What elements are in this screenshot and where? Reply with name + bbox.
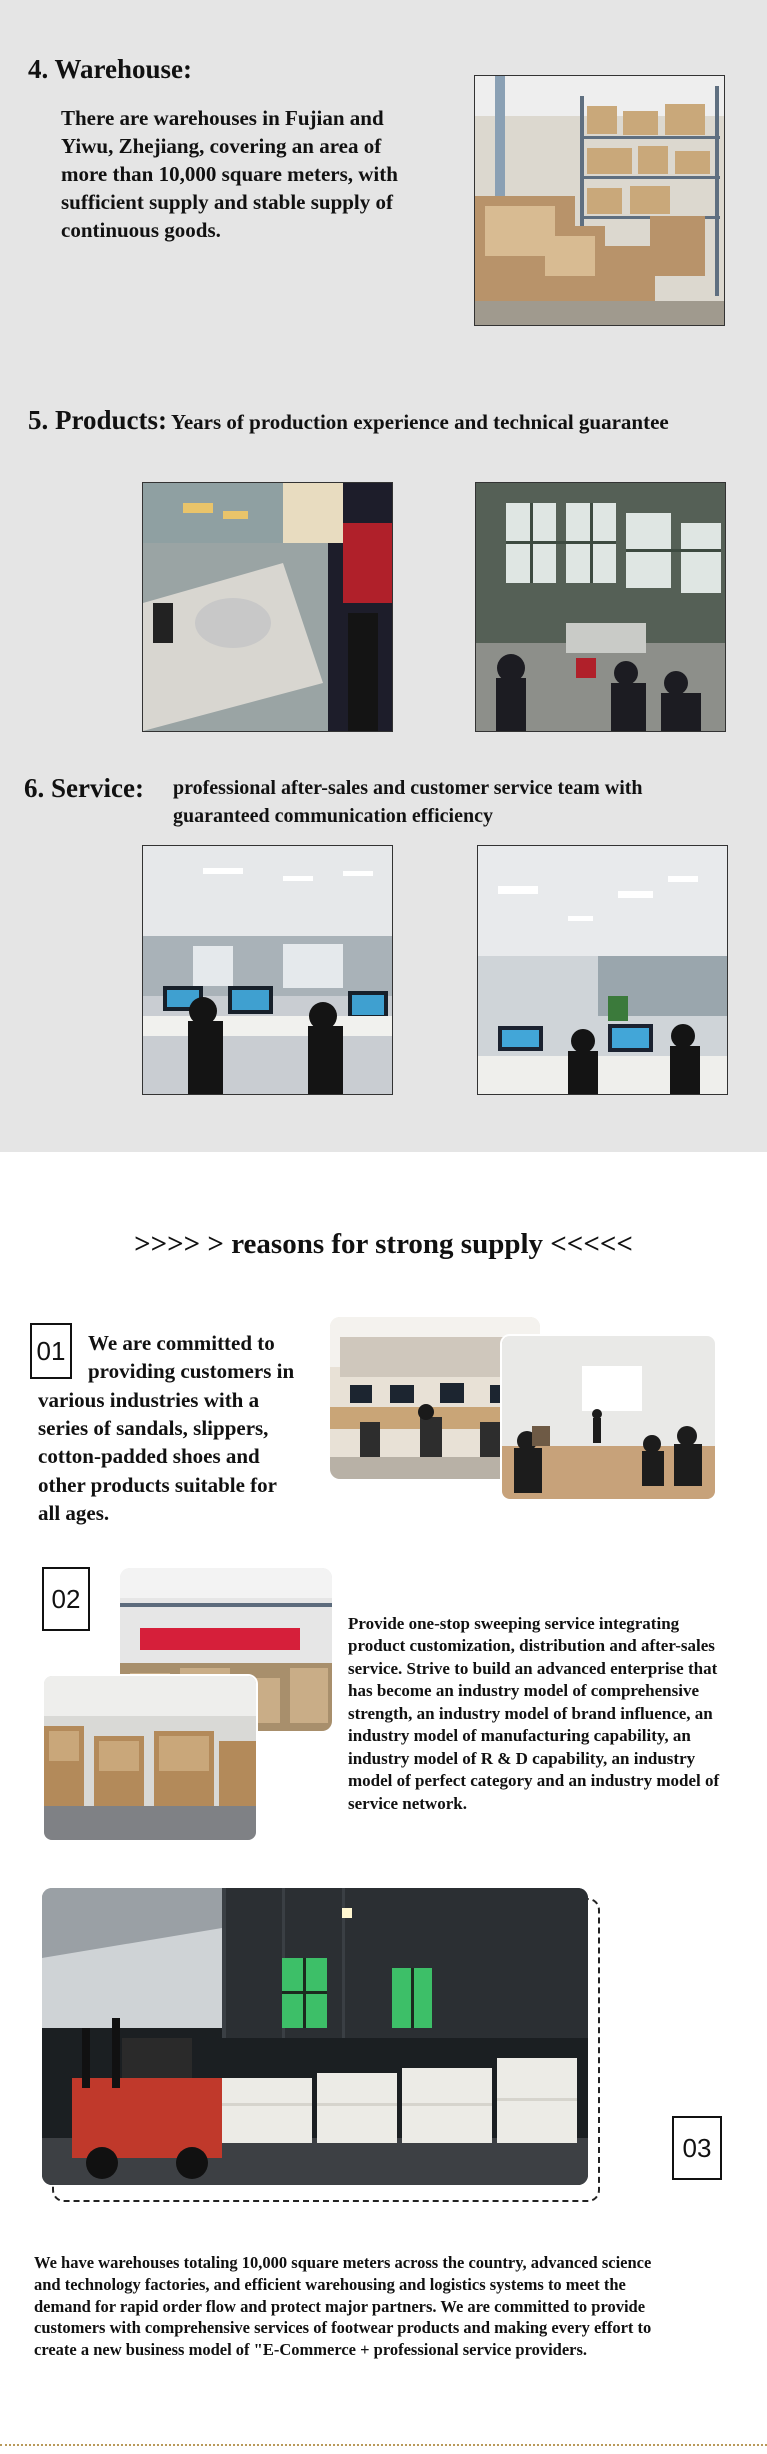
reason-01-photo-meeting <box>500 1334 717 1501</box>
products-subtitle: Years of production experience and technical guarantee <box>171 410 669 434</box>
warehouse-description: There are warehouses in Fujian and Yiwu, Zhejiang, covering an area of more than 10,000 square meters, with sufficient supply and stable supply of continuous goods. <box>61 106 398 242</box>
service-description: professional after-sales and customer service team with guaranteed communication efficiency <box>173 777 643 827</box>
products-photo-1 <box>142 482 393 732</box>
reason-03-text: We have warehouses totaling 10,000 square meters across the country, advanced science and technology factories, and efficient warehousing and logistics systems to meet the demand for rapid order flow and protect major partners. We are committed to provide customers with comprehensive services of footwear products and making every effort to create a new business model of "E-Commerce + professional service providers. <box>34 2253 652 2360</box>
service-photo-2 <box>477 845 728 1095</box>
features-section <box>0 0 767 1152</box>
warehouse-heading: 4. Warehouse: <box>28 54 193 84</box>
reason-03-photo-warehouse-night <box>42 1888 588 2185</box>
service-photo-1 <box>142 845 393 1095</box>
reason-number-02: 02 <box>42 1567 90 1631</box>
reason-number-03: 03 <box>672 2116 722 2180</box>
products-title: 5. Products: <box>28 405 167 435</box>
bottom-divider <box>0 2444 767 2446</box>
service-heading: 6. Service: <box>24 773 144 803</box>
products-heading <box>28 405 669 436</box>
reason-02-photo-warehouse-boxes <box>42 1674 258 1842</box>
products-photo-2 <box>475 482 726 732</box>
warehouse-photo <box>474 75 725 326</box>
reasons-title: >>>> > reasons for strong supply <<<<< <box>134 1228 633 1260</box>
reason-02-text: Provide one-stop sweeping service integrating product customization, distribution and after-sales service. Strive to build an advanced enterprise that has become an industry model of comprehensive strength, an industry model of brand influence, an industry model of manufacturing capability, an industry model of R & D capability, an industry model of perfect category and an industry model of service network. <box>348 1614 720 1813</box>
reason-01-text: We are committed to providing customers in various industries with a series of sandals, slippers, cotton-padded shoes and other products suitable for all ages. <box>38 1331 295 1526</box>
reason-number-01: 01 <box>30 1323 72 1379</box>
